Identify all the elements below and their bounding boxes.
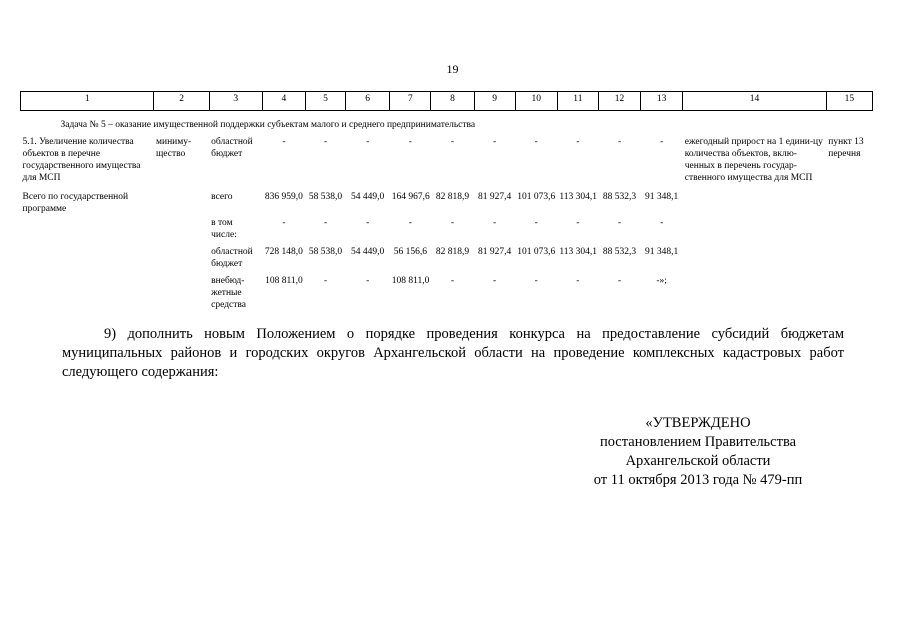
approval-line: от 11 октября 2013 года № 479-пп — [593, 472, 803, 488]
table-header-row — [21, 92, 873, 111]
value-cell: 58 538,0 — [308, 192, 343, 202]
program-table — [20, 91, 873, 312]
value-cell: - — [366, 218, 370, 228]
total-label: Всего по государственной программе — [22, 192, 129, 214]
value-cell: 88 532,3 — [602, 247, 637, 257]
page-number: 19 — [446, 62, 459, 76]
funding-source: в том числе: — [211, 218, 237, 240]
task-title: Задача № 5 – оказание имущественной поддержки субъектам малого и среднего предпринимательства — [60, 120, 476, 130]
value-cell: 91 348,1 — [645, 247, 679, 257]
value-cell: - — [408, 137, 412, 147]
value-cell: - — [366, 137, 370, 147]
header-cell: 4 — [262, 92, 305, 111]
approval-stamp — [570, 414, 826, 490]
value-cell: 108 811,0 — [391, 276, 430, 286]
header-cell: 10 — [515, 92, 557, 111]
value-cell: 88 532,3 — [602, 192, 637, 202]
value-cell: - — [617, 137, 622, 147]
value-cell: - — [323, 276, 328, 286]
header-cell: 5 — [305, 92, 345, 111]
header-cell: 13 — [641, 92, 683, 111]
table-row — [21, 216, 873, 242]
header-cell: 2 — [154, 92, 209, 111]
value-cell: - — [323, 218, 328, 228]
value-cell: - — [450, 218, 455, 228]
header-cell: 15 — [826, 92, 872, 111]
table-row — [21, 242, 873, 271]
value-cell: - — [617, 276, 622, 286]
value-cell: 81 927,4 — [477, 247, 512, 257]
header-cell: 6 — [346, 92, 390, 111]
value-cell: 113 304,1 — [559, 247, 597, 257]
value-cell: - — [282, 218, 286, 228]
table-row — [21, 271, 873, 312]
amendment-paragraph: 9) дополнить новым Положением о порядке проведения конкурса на предоставление субсидий бюджетам муниципальных районов и городских округов Архангельской области на проведение комплексных кадастровых работ следующего содержания: — [62, 326, 844, 380]
funding-source: областной бюджет — [211, 137, 253, 159]
header-cell: 3 — [209, 92, 262, 111]
value-cell: 91 348,1 — [645, 192, 679, 202]
funding-source: областной бюджет — [211, 247, 253, 269]
value-cell: 108 811,0 — [265, 276, 303, 286]
value-cell: - — [282, 137, 286, 147]
table-row — [21, 135, 873, 185]
value-cell: - — [366, 276, 370, 286]
header-cell: 7 — [390, 92, 431, 111]
value-cell: - — [534, 218, 538, 228]
value-cell: - — [493, 218, 497, 228]
indicator-link: пункт 13 перечня — [828, 137, 864, 159]
approval-line: Архангельской области — [625, 453, 771, 469]
header-cell: 14 — [683, 92, 827, 111]
value-cell: - — [534, 276, 538, 286]
value-cell: 836 959,0 — [264, 192, 303, 202]
funding-source: всего — [211, 192, 233, 202]
value-cell: -»; — [656, 276, 667, 286]
activity-name: 5.1. Увеличение количества объектов в перечне государственного имущества для МСП — [22, 137, 141, 183]
approval-line: постановлением Правительства — [599, 434, 797, 450]
value-cell: - — [660, 137, 664, 147]
value-cell: - — [450, 276, 455, 286]
value-cell: 56 156,6 — [393, 247, 427, 257]
header-cell: 9 — [474, 92, 515, 111]
funding-source: внебюд-жетные средства — [211, 276, 246, 310]
value-cell: 58 538,0 — [308, 247, 343, 257]
value-cell: - — [617, 218, 622, 228]
value-cell: 82 818,9 — [435, 247, 470, 257]
header-cell: 1 — [21, 92, 154, 111]
value-cell: 728 148,0 — [264, 247, 303, 257]
value-cell: - — [576, 276, 580, 286]
header-cell: 11 — [557, 92, 598, 111]
value-cell: 54 449,0 — [351, 247, 385, 257]
responsible-executor: миниму-щество — [155, 137, 192, 159]
value-cell: - — [450, 137, 455, 147]
table-row — [21, 185, 873, 216]
value-cell: - — [576, 218, 580, 228]
value-cell: - — [534, 137, 538, 147]
value-cell: 113 304,1 — [559, 192, 597, 202]
header-cell: 8 — [431, 92, 474, 111]
value-cell: 101 073,6 — [517, 192, 556, 202]
approval-line: «УТВЕРЖДЕНО — [645, 415, 751, 431]
value-cell: 164 967,6 — [391, 192, 430, 202]
value-cell: 54 449,0 — [351, 192, 385, 202]
value-cell: - — [493, 276, 497, 286]
value-cell: - — [576, 137, 580, 147]
task-row — [21, 111, 873, 136]
value-cell: - — [660, 218, 664, 228]
header-cell: 12 — [598, 92, 640, 111]
value-cell: - — [493, 137, 497, 147]
value-cell: 82 818,9 — [435, 192, 470, 202]
expected-result: ежегодный прирост на 1 едини-цу количества объектов, вклю-ченных в перечень государ-ственного имущества для МСП — [684, 137, 823, 183]
value-cell: 81 927,4 — [477, 192, 512, 202]
value-cell: 101 073,6 — [517, 247, 556, 257]
value-cell: - — [408, 218, 412, 228]
value-cell: - — [323, 137, 328, 147]
